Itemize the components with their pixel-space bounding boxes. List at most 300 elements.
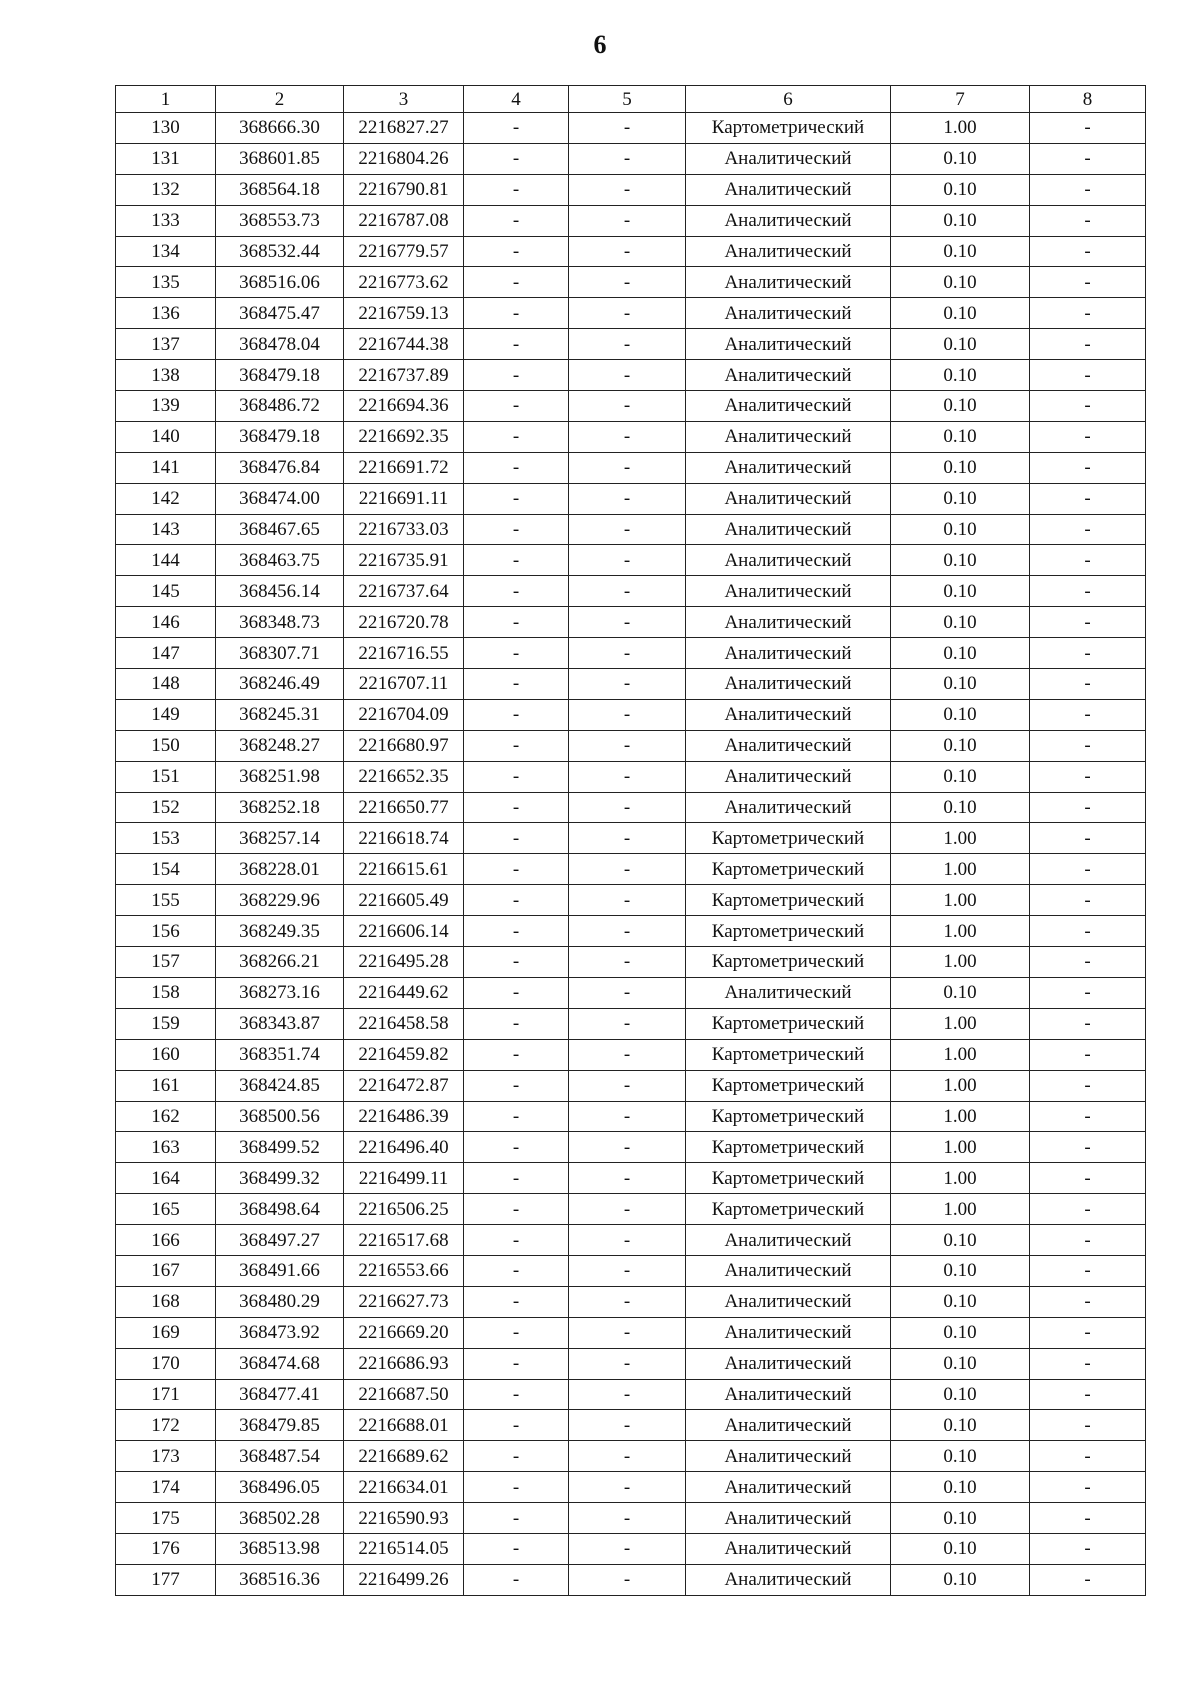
- table-row: [116, 452, 1146, 483]
- x-coordinate-cell: 368497.27: [216, 1225, 344, 1256]
- x-coordinate-cell: 368564.18: [216, 174, 344, 205]
- table-row: [116, 977, 1146, 1008]
- point-number-cell: 156: [116, 916, 216, 947]
- x-coordinate-cell: 368252.18: [216, 792, 344, 823]
- accuracy-cell: 0.10: [891, 514, 1030, 545]
- accuracy-cell: 0.10: [891, 1503, 1030, 1534]
- column-header-5: 5: [569, 86, 686, 113]
- x-coordinate-cell: 368601.85: [216, 143, 344, 174]
- method-cell: Аналитический: [686, 1410, 891, 1441]
- y-coordinate-cell: 2216737.89: [344, 360, 464, 391]
- col4-cell: -: [464, 391, 569, 422]
- table-header-row: [116, 86, 1146, 113]
- method-cell: Аналитический: [686, 143, 891, 174]
- column-header-6: 6: [686, 86, 891, 113]
- table-row: [116, 1317, 1146, 1348]
- x-coordinate-cell: 368553.73: [216, 205, 344, 236]
- col4-cell: -: [464, 1441, 569, 1472]
- point-number-cell: 146: [116, 607, 216, 638]
- col5-cell: -: [569, 1163, 686, 1194]
- table-row: [116, 1564, 1146, 1595]
- x-coordinate-cell: 368266.21: [216, 947, 344, 978]
- col4-cell: -: [464, 329, 569, 360]
- point-number-cell: 167: [116, 1255, 216, 1286]
- point-number-cell: 151: [116, 761, 216, 792]
- accuracy-cell: 0.10: [891, 545, 1030, 576]
- accuracy-cell: 0.10: [891, 669, 1030, 700]
- x-coordinate-cell: 368479.85: [216, 1410, 344, 1441]
- accuracy-cell: 0.10: [891, 761, 1030, 792]
- method-cell: Аналитический: [686, 1317, 891, 1348]
- col8-cell: -: [1030, 730, 1146, 761]
- col4-cell: -: [464, 1008, 569, 1039]
- table-row: [116, 1255, 1146, 1286]
- method-cell: Аналитический: [686, 360, 891, 391]
- table-row: [116, 391, 1146, 422]
- accuracy-cell: 0.10: [891, 236, 1030, 267]
- x-coordinate-cell: 368513.98: [216, 1533, 344, 1564]
- method-cell: Аналитический: [686, 236, 891, 267]
- col4-cell: -: [464, 1472, 569, 1503]
- method-cell: Аналитический: [686, 452, 891, 483]
- col4-cell: -: [464, 638, 569, 669]
- y-coordinate-cell: 2216694.36: [344, 391, 464, 422]
- col4-cell: -: [464, 1255, 569, 1286]
- method-cell: Аналитический: [686, 421, 891, 452]
- x-coordinate-cell: 368500.56: [216, 1101, 344, 1132]
- x-coordinate-cell: 368474.68: [216, 1348, 344, 1379]
- x-coordinate-cell: 368479.18: [216, 421, 344, 452]
- x-coordinate-cell: 368467.65: [216, 514, 344, 545]
- col4-cell: -: [464, 113, 569, 144]
- table-row: [116, 1039, 1146, 1070]
- y-coordinate-cell: 2216615.61: [344, 854, 464, 885]
- point-number-cell: 139: [116, 391, 216, 422]
- point-number-cell: 134: [116, 236, 216, 267]
- col5-cell: -: [569, 916, 686, 947]
- table-row: [116, 236, 1146, 267]
- col4-cell: -: [464, 1410, 569, 1441]
- table-row: [116, 1008, 1146, 1039]
- table-row: [116, 483, 1146, 514]
- method-cell: Аналитический: [686, 1472, 891, 1503]
- col5-cell: -: [569, 669, 686, 700]
- x-coordinate-cell: 368245.31: [216, 699, 344, 730]
- col8-cell: -: [1030, 792, 1146, 823]
- accuracy-cell: 1.00: [891, 1132, 1030, 1163]
- y-coordinate-cell: 2216553.66: [344, 1255, 464, 1286]
- point-number-cell: 145: [116, 576, 216, 607]
- col8-cell: -: [1030, 1348, 1146, 1379]
- method-cell: Аналитический: [686, 730, 891, 761]
- y-coordinate-cell: 2216652.35: [344, 761, 464, 792]
- col8-cell: -: [1030, 1317, 1146, 1348]
- table-row: [116, 854, 1146, 885]
- col8-cell: -: [1030, 1039, 1146, 1070]
- table-row: [116, 143, 1146, 174]
- method-cell: Аналитический: [686, 576, 891, 607]
- col8-cell: -: [1030, 514, 1146, 545]
- accuracy-cell: 0.10: [891, 1225, 1030, 1256]
- col5-cell: -: [569, 360, 686, 391]
- accuracy-cell: 0.10: [891, 1533, 1030, 1564]
- col4-cell: -: [464, 854, 569, 885]
- x-coordinate-cell: 368499.52: [216, 1132, 344, 1163]
- col4-cell: -: [464, 823, 569, 854]
- method-cell: Аналитический: [686, 329, 891, 360]
- col4-cell: -: [464, 669, 569, 700]
- point-number-cell: 149: [116, 699, 216, 730]
- y-coordinate-cell: 2216779.57: [344, 236, 464, 267]
- col4-cell: -: [464, 1194, 569, 1225]
- point-number-cell: 159: [116, 1008, 216, 1039]
- x-coordinate-cell: 368516.06: [216, 267, 344, 298]
- y-coordinate-cell: 2216472.87: [344, 1070, 464, 1101]
- col4-cell: -: [464, 1533, 569, 1564]
- col8-cell: -: [1030, 421, 1146, 452]
- col4-cell: -: [464, 360, 569, 391]
- x-coordinate-cell: 368473.92: [216, 1317, 344, 1348]
- point-number-cell: 163: [116, 1132, 216, 1163]
- point-number-cell: 164: [116, 1163, 216, 1194]
- col4-cell: -: [464, 1317, 569, 1348]
- col5-cell: -: [569, 1225, 686, 1256]
- col5-cell: -: [569, 1564, 686, 1595]
- col5-cell: -: [569, 1317, 686, 1348]
- col8-cell: -: [1030, 1564, 1146, 1595]
- col8-cell: -: [1030, 885, 1146, 916]
- y-coordinate-cell: 2216506.25: [344, 1194, 464, 1225]
- point-number-cell: 170: [116, 1348, 216, 1379]
- method-cell: Картометрический: [686, 916, 891, 947]
- method-cell: Аналитический: [686, 1225, 891, 1256]
- point-number-cell: 168: [116, 1286, 216, 1317]
- accuracy-cell: 0.10: [891, 205, 1030, 236]
- col5-cell: -: [569, 699, 686, 730]
- method-cell: Аналитический: [686, 514, 891, 545]
- point-number-cell: 162: [116, 1101, 216, 1132]
- y-coordinate-cell: 2216759.13: [344, 298, 464, 329]
- x-coordinate-cell: 368343.87: [216, 1008, 344, 1039]
- col8-cell: -: [1030, 1472, 1146, 1503]
- x-coordinate-cell: 368516.36: [216, 1564, 344, 1595]
- accuracy-cell: 0.10: [891, 1348, 1030, 1379]
- x-coordinate-cell: 368474.00: [216, 483, 344, 514]
- method-cell: Картометрический: [686, 1070, 891, 1101]
- method-cell: Аналитический: [686, 483, 891, 514]
- table-row: [116, 1503, 1146, 1534]
- col8-cell: -: [1030, 1163, 1146, 1194]
- method-cell: Картометрический: [686, 1194, 891, 1225]
- x-coordinate-cell: 368229.96: [216, 885, 344, 916]
- col4-cell: -: [464, 607, 569, 638]
- col8-cell: -: [1030, 823, 1146, 854]
- col8-cell: -: [1030, 1533, 1146, 1564]
- y-coordinate-cell: 2216688.01: [344, 1410, 464, 1441]
- y-coordinate-cell: 2216790.81: [344, 174, 464, 205]
- x-coordinate-cell: 368348.73: [216, 607, 344, 638]
- y-coordinate-cell: 2216499.11: [344, 1163, 464, 1194]
- table-row: [116, 1286, 1146, 1317]
- accuracy-cell: 0.10: [891, 977, 1030, 1008]
- table-row: [116, 1472, 1146, 1503]
- y-coordinate-cell: 2216691.72: [344, 452, 464, 483]
- accuracy-cell: 0.10: [891, 329, 1030, 360]
- x-coordinate-cell: 368248.27: [216, 730, 344, 761]
- col4-cell: -: [464, 576, 569, 607]
- method-cell: Аналитический: [686, 267, 891, 298]
- y-coordinate-cell: 2216737.64: [344, 576, 464, 607]
- col8-cell: -: [1030, 1410, 1146, 1441]
- method-cell: Картометрический: [686, 947, 891, 978]
- col5-cell: -: [569, 452, 686, 483]
- table-body: [116, 113, 1146, 1596]
- method-cell: Аналитический: [686, 174, 891, 205]
- col8-cell: -: [1030, 113, 1146, 144]
- col4-cell: -: [464, 545, 569, 576]
- col5-cell: -: [569, 885, 686, 916]
- col5-cell: -: [569, 1039, 686, 1070]
- coordinates-table: [115, 85, 1146, 1596]
- y-coordinate-cell: 2216804.26: [344, 143, 464, 174]
- accuracy-cell: 1.00: [891, 916, 1030, 947]
- point-number-cell: 158: [116, 977, 216, 1008]
- table-row: [116, 1225, 1146, 1256]
- y-coordinate-cell: 2216735.91: [344, 545, 464, 576]
- col8-cell: -: [1030, 669, 1146, 700]
- method-cell: Аналитический: [686, 1503, 891, 1534]
- col5-cell: -: [569, 483, 686, 514]
- col4-cell: -: [464, 761, 569, 792]
- point-number-cell: 150: [116, 730, 216, 761]
- col5-cell: -: [569, 421, 686, 452]
- x-coordinate-cell: 368249.35: [216, 916, 344, 947]
- accuracy-cell: 0.10: [891, 1255, 1030, 1286]
- table-row: [116, 1533, 1146, 1564]
- method-cell: Аналитический: [686, 761, 891, 792]
- x-coordinate-cell: 368477.41: [216, 1379, 344, 1410]
- y-coordinate-cell: 2216495.28: [344, 947, 464, 978]
- method-cell: Аналитический: [686, 638, 891, 669]
- x-coordinate-cell: 368463.75: [216, 545, 344, 576]
- accuracy-cell: 1.00: [891, 885, 1030, 916]
- col5-cell: -: [569, 792, 686, 823]
- col5-cell: -: [569, 1255, 686, 1286]
- col4-cell: -: [464, 885, 569, 916]
- table-row: [116, 267, 1146, 298]
- table-row: [116, 607, 1146, 638]
- point-number-cell: 165: [116, 1194, 216, 1225]
- accuracy-cell: 1.00: [891, 823, 1030, 854]
- y-coordinate-cell: 2216449.62: [344, 977, 464, 1008]
- x-coordinate-cell: 368532.44: [216, 236, 344, 267]
- table-row: [116, 545, 1146, 576]
- method-cell: Аналитический: [686, 792, 891, 823]
- y-coordinate-cell: 2216689.62: [344, 1441, 464, 1472]
- x-coordinate-cell: 368486.72: [216, 391, 344, 422]
- accuracy-cell: 1.00: [891, 854, 1030, 885]
- table-row: [116, 1194, 1146, 1225]
- x-coordinate-cell: 368502.28: [216, 1503, 344, 1534]
- col5-cell: -: [569, 947, 686, 978]
- y-coordinate-cell: 2216720.78: [344, 607, 464, 638]
- col5-cell: -: [569, 1472, 686, 1503]
- table-row: [116, 421, 1146, 452]
- y-coordinate-cell: 2216687.50: [344, 1379, 464, 1410]
- accuracy-cell: 0.10: [891, 1441, 1030, 1472]
- col4-cell: -: [464, 977, 569, 1008]
- col4-cell: -: [464, 1039, 569, 1070]
- y-coordinate-cell: 2216704.09: [344, 699, 464, 730]
- table-row: [116, 205, 1146, 236]
- col5-cell: -: [569, 1348, 686, 1379]
- y-coordinate-cell: 2216458.58: [344, 1008, 464, 1039]
- point-number-cell: 131: [116, 143, 216, 174]
- col5-cell: -: [569, 730, 686, 761]
- col8-cell: -: [1030, 576, 1146, 607]
- col5-cell: -: [569, 1070, 686, 1101]
- col5-cell: -: [569, 1410, 686, 1441]
- col8-cell: -: [1030, 267, 1146, 298]
- y-coordinate-cell: 2216486.39: [344, 1101, 464, 1132]
- col4-cell: -: [464, 205, 569, 236]
- col8-cell: -: [1030, 329, 1146, 360]
- accuracy-cell: 0.10: [891, 391, 1030, 422]
- col8-cell: -: [1030, 1379, 1146, 1410]
- column-header-3: 3: [344, 86, 464, 113]
- col4-cell: -: [464, 1348, 569, 1379]
- col5-cell: -: [569, 1533, 686, 1564]
- point-number-cell: 169: [116, 1317, 216, 1348]
- point-number-cell: 160: [116, 1039, 216, 1070]
- point-number-cell: 130: [116, 113, 216, 144]
- table-row: [116, 947, 1146, 978]
- y-coordinate-cell: 2216773.62: [344, 267, 464, 298]
- x-coordinate-cell: 368496.05: [216, 1472, 344, 1503]
- y-coordinate-cell: 2216517.68: [344, 1225, 464, 1256]
- x-coordinate-cell: 368251.98: [216, 761, 344, 792]
- point-number-cell: 143: [116, 514, 216, 545]
- accuracy-cell: 0.10: [891, 792, 1030, 823]
- accuracy-cell: 0.10: [891, 1379, 1030, 1410]
- col4-cell: -: [464, 947, 569, 978]
- accuracy-cell: 1.00: [891, 1008, 1030, 1039]
- method-cell: Аналитический: [686, 1348, 891, 1379]
- col4-cell: -: [464, 143, 569, 174]
- y-coordinate-cell: 2216744.38: [344, 329, 464, 360]
- accuracy-cell: 0.10: [891, 421, 1030, 452]
- point-number-cell: 176: [116, 1533, 216, 1564]
- col5-cell: -: [569, 638, 686, 669]
- accuracy-cell: 0.10: [891, 1317, 1030, 1348]
- accuracy-cell: 1.00: [891, 1163, 1030, 1194]
- y-coordinate-cell: 2216692.35: [344, 421, 464, 452]
- accuracy-cell: 1.00: [891, 113, 1030, 144]
- table-row: [116, 669, 1146, 700]
- x-coordinate-cell: 368456.14: [216, 576, 344, 607]
- point-number-cell: 161: [116, 1070, 216, 1101]
- accuracy-cell: 0.10: [891, 699, 1030, 730]
- table-row: [116, 1410, 1146, 1441]
- col4-cell: -: [464, 1564, 569, 1595]
- method-cell: Аналитический: [686, 607, 891, 638]
- col5-cell: -: [569, 391, 686, 422]
- method-cell: Аналитический: [686, 1286, 891, 1317]
- y-coordinate-cell: 2216733.03: [344, 514, 464, 545]
- col4-cell: -: [464, 1163, 569, 1194]
- y-coordinate-cell: 2216459.82: [344, 1039, 464, 1070]
- point-number-cell: 142: [116, 483, 216, 514]
- y-coordinate-cell: 2216669.20: [344, 1317, 464, 1348]
- col5-cell: -: [569, 205, 686, 236]
- col4-cell: -: [464, 421, 569, 452]
- y-coordinate-cell: 2216686.93: [344, 1348, 464, 1379]
- col5-cell: -: [569, 174, 686, 205]
- y-coordinate-cell: 2216514.05: [344, 1533, 464, 1564]
- col8-cell: -: [1030, 1194, 1146, 1225]
- table-row: [116, 823, 1146, 854]
- table-row: [116, 174, 1146, 205]
- point-number-cell: 166: [116, 1225, 216, 1256]
- method-cell: Аналитический: [686, 669, 891, 700]
- col8-cell: -: [1030, 360, 1146, 391]
- method-cell: Картометрический: [686, 1039, 891, 1070]
- y-coordinate-cell: 2216606.14: [344, 916, 464, 947]
- point-number-cell: 154: [116, 854, 216, 885]
- accuracy-cell: 0.10: [891, 452, 1030, 483]
- col4-cell: -: [464, 1379, 569, 1410]
- accuracy-cell: 0.10: [891, 1472, 1030, 1503]
- x-coordinate-cell: 368666.30: [216, 113, 344, 144]
- accuracy-cell: 0.10: [891, 483, 1030, 514]
- x-coordinate-cell: 368246.49: [216, 669, 344, 700]
- col8-cell: -: [1030, 391, 1146, 422]
- table-row: [116, 1163, 1146, 1194]
- y-coordinate-cell: 2216634.01: [344, 1472, 464, 1503]
- accuracy-cell: 1.00: [891, 1070, 1030, 1101]
- method-cell: Картометрический: [686, 885, 891, 916]
- y-coordinate-cell: 2216496.40: [344, 1132, 464, 1163]
- col5-cell: -: [569, 1379, 686, 1410]
- page-number: 6: [593, 30, 607, 59]
- accuracy-cell: 0.10: [891, 638, 1030, 669]
- y-coordinate-cell: 2216827.27: [344, 113, 464, 144]
- col4-cell: -: [464, 699, 569, 730]
- table-row: [116, 1070, 1146, 1101]
- col5-cell: -: [569, 298, 686, 329]
- accuracy-cell: 0.10: [891, 730, 1030, 761]
- y-coordinate-cell: 2216787.08: [344, 205, 464, 236]
- point-number-cell: 155: [116, 885, 216, 916]
- method-cell: Аналитический: [686, 1441, 891, 1472]
- x-coordinate-cell: 368257.14: [216, 823, 344, 854]
- table-row: [116, 1101, 1146, 1132]
- point-number-cell: 148: [116, 669, 216, 700]
- x-coordinate-cell: 368307.71: [216, 638, 344, 669]
- method-cell: Аналитический: [686, 1564, 891, 1595]
- point-number-cell: 135: [116, 267, 216, 298]
- col8-cell: -: [1030, 607, 1146, 638]
- col4-cell: -: [464, 792, 569, 823]
- column-header-2: 2: [216, 86, 344, 113]
- table-row: [116, 730, 1146, 761]
- col5-cell: -: [569, 854, 686, 885]
- point-number-cell: 140: [116, 421, 216, 452]
- method-cell: Картометрический: [686, 1132, 891, 1163]
- col8-cell: -: [1030, 854, 1146, 885]
- y-coordinate-cell: 2216627.73: [344, 1286, 464, 1317]
- table-row: [116, 638, 1146, 669]
